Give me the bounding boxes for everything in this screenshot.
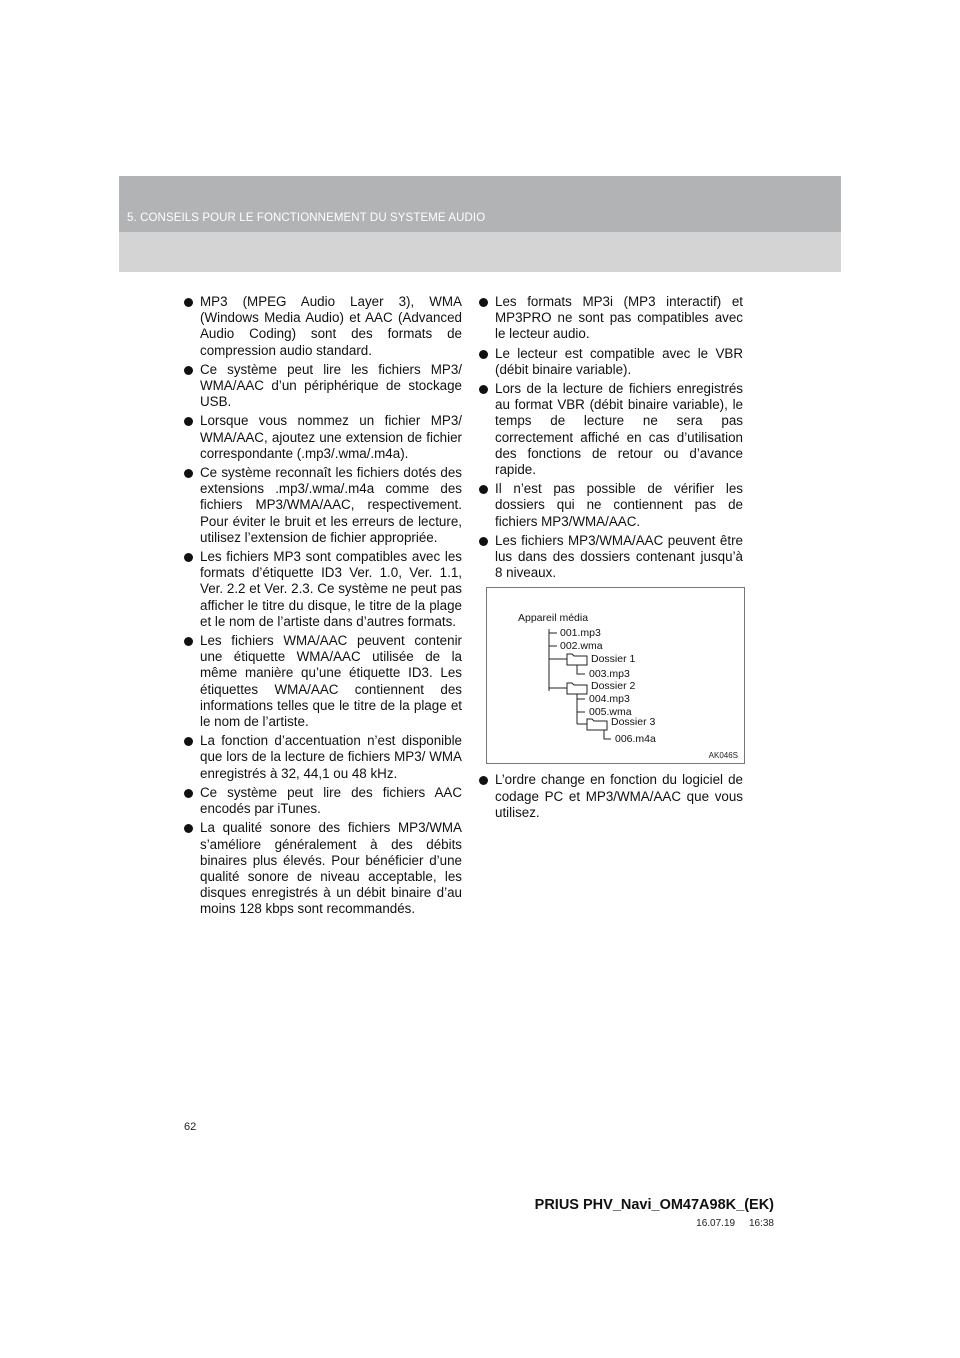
- folder-icon: [567, 683, 587, 694]
- list-item: [184, 785, 462, 817]
- right-bullet-list-after-figure: [479, 772, 743, 821]
- list-item: [184, 733, 462, 782]
- left-column: [184, 294, 462, 921]
- list-item: [479, 533, 743, 582]
- list-item-text: Lors de la lecture de fichiers enregistrés au format VBR (débit binaire variable), le temps de lecture ne sera pas correctement affiché en cas d’utilisation des fonctions de retour ou d’avance rapide.: [495, 381, 743, 478]
- header-strip: [119, 176, 841, 232]
- list-item: [184, 549, 462, 630]
- bullet-icon: [184, 637, 193, 646]
- bullet-icon: [184, 298, 193, 307]
- tree-file-label: 006.m4a: [615, 733, 656, 746]
- bullet-icon: [184, 737, 193, 746]
- list-item: [479, 481, 743, 530]
- list-item-text: Les fichiers MP3/WMA/AAC peuvent être lus dans des dossiers contenant jusqu’à 8 niveaux.: [495, 532, 743, 581]
- folder-icons: [567, 654, 607, 730]
- right-bullet-list: [479, 294, 743, 581]
- document-date: 16.07.19 16:38: [696, 1218, 774, 1229]
- tree-folder-label: Dossier 1: [591, 653, 636, 666]
- bullet-icon: [184, 789, 193, 798]
- list-item-text: Le lecteur est compatible avec le VBR (débit binaire variable).: [495, 345, 743, 377]
- list-item: [479, 346, 743, 378]
- bullet-icon: [184, 553, 193, 562]
- bullet-icon: [479, 776, 488, 785]
- bullet-icon: [479, 485, 488, 494]
- list-item: [479, 294, 743, 343]
- bullet-icon: [184, 417, 193, 426]
- list-item-text: Les formats MP3i (MP3 interactif) et MP3PRO ne sont pas compatibles avec le lecteur audio.: [495, 294, 743, 342]
- bullet-icon: [479, 298, 488, 307]
- list-item-text: La fonction d’accentuation n’est disponible que lors de la lecture de fichiers MP3/ WMA enregistrés à 32, 44,1 ou 48 kHz.: [200, 733, 462, 781]
- folder-tree-figure: [486, 587, 745, 764]
- list-item: [479, 381, 743, 478]
- tree-file-label: 002.wma: [560, 640, 603, 653]
- list-item: [184, 633, 462, 730]
- list-item-text: Ce système peut lire des fichiers AAC encodés par iTunes.: [200, 784, 462, 817]
- bullet-icon: [184, 366, 193, 375]
- tree-folder-label: Dossier 2: [591, 680, 636, 693]
- tree-file-label: 003.mp3: [589, 668, 630, 681]
- folder-icon: [567, 654, 587, 665]
- tree-file-label: 004.mp3: [589, 693, 630, 706]
- bullet-icon: [479, 385, 488, 394]
- bullet-icon: [184, 824, 193, 833]
- list-item: [479, 772, 743, 821]
- document-id: PRIUS PHV_Navi_OM47A98K_(EK): [534, 1197, 774, 1213]
- list-item-text: La qualité sonore des fichiers MP3/WMA s’améliore généralement à des débits binaires plus élevés. Pour bénéficier d’une qualité sonore de niveau acceptable, les disques enregistrés à un débit binaire d’au moins 128 kbps sont recommandés.: [200, 820, 462, 917]
- page-number: 62: [184, 1121, 197, 1133]
- list-item-text: Il n’est pas possible de vérifier les dossiers qui ne contiennent pas de fichiers MP3/WMA/AAC.: [495, 481, 743, 529]
- list-item: [184, 820, 462, 917]
- list-item-text: Lorsque vous nommez un fichier MP3/ WMA/AAC, ajoutez une extension de fichier correspondante (.mp3/.wma/.m4a).: [200, 413, 462, 461]
- list-item-text: MP3 (MPEG Audio Layer 3), WMA (Windows Media Audio) et AAC (Advanced Audio Coding) sont des formats de compression audio standard.: [200, 294, 462, 358]
- list-item-text: Ce système reconnaît les fichiers dotés des extensions .mp3/.wma/.m4a comme des fichiers MP3/WMA/AAC, respectivement. Pour éviter le bruit et les erreurs de lecture, utilisez l’extension de fichier appropriée.: [200, 465, 462, 545]
- left-bullet-list: [184, 294, 462, 918]
- right-column: [479, 294, 743, 824]
- list-item: [184, 413, 462, 462]
- list-item-text: Ce système peut lire les fichiers MP3/ WMA/AAC d’un périphérique de stockage USB.: [200, 361, 462, 410]
- tree-file-label: 005.wma: [589, 706, 632, 719]
- tree-folder-label: Dossier 3: [611, 716, 656, 729]
- bullet-icon: [184, 469, 193, 478]
- list-item: [184, 362, 462, 411]
- header-band: [119, 176, 841, 272]
- folder-icon: [587, 719, 607, 730]
- list-item-text: Les fichiers WMA/AAC peuvent contenir une étiquette WMA/AAC utilisée de la même manière qu’une étiquette ID3. Les étiquettes WMA/AAC contiennent des informations telles que le titre de la plage et le nom de l’artiste.: [200, 633, 462, 730]
- list-item-text: L’ordre change en fonction du logiciel de codage PC et MP3/WMA/AAC que vous utilisez.: [495, 772, 743, 820]
- section-title: 5. CONSEILS POUR LE FONCTIONNEMENT DU SYSTEME AUDIO: [127, 212, 486, 224]
- bullet-icon: [479, 350, 488, 359]
- list-item-text: Les fichiers MP3 sont compatibles avec les formats d’étiquette ID3 Ver. 1.0, Ver. 1.1, Ver. 2.2 et Ver. 2.3. Ce système ne peut pas afficher le titre du disque, le titre de la plage et le nom de l’artiste dans d’autres formats.: [200, 549, 462, 629]
- list-item: [184, 465, 462, 546]
- bullet-icon: [479, 537, 488, 546]
- figure-code: AK046S: [708, 751, 738, 761]
- tree-root-label: Appareil média: [518, 612, 589, 625]
- list-item: [184, 294, 462, 359]
- tree-file-label: 001.mp3: [560, 627, 601, 640]
